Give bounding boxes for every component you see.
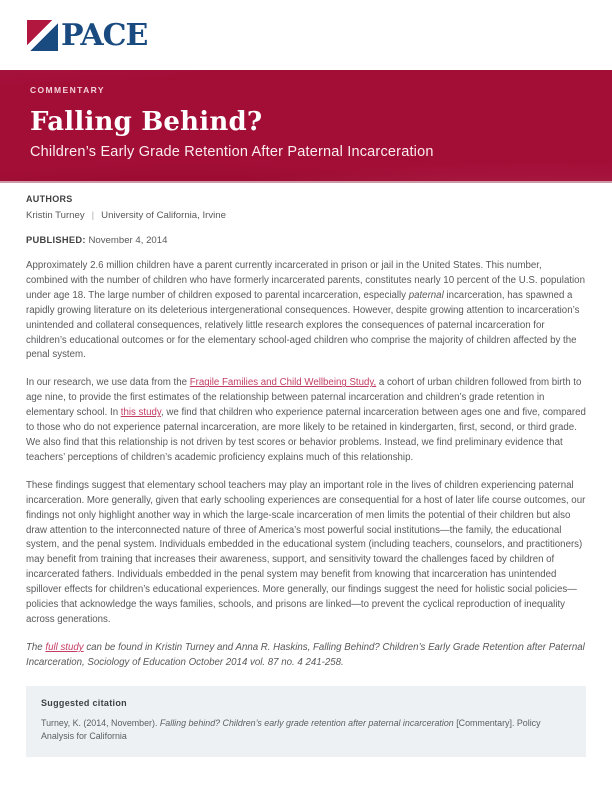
page-header [0,0,612,70]
pace-logo [27,17,148,53]
link-this-study[interactable]: this study [120,407,161,419]
page-title: Falling Behind? [30,107,263,137]
paragraph-1 [26,259,586,363]
authors-label: AUTHORS [26,194,73,204]
paragraph-2 [26,376,586,465]
article-body [0,183,612,757]
link-fragile-families-study[interactable]: Fragile Families and Child Wellbeing Study, [189,377,377,389]
title-banner [0,70,612,183]
text-segment: a cohort of urban children followed from birth to age nine, to provide the first estimates of the relationship between paternal incarceration and children’s grade retention in elementary school. In [26,377,582,419]
document-type-label: COMMENTARY [30,85,105,95]
emphasized-text: Falling behind? Children’s early grade retention after paternal incarceration [159,717,454,728]
suggested-citation-text [41,717,571,743]
author-line [26,210,586,221]
author-affiliation: University of California, Irvine [101,210,226,221]
paragraph-3 [26,479,586,628]
text-segment: The [26,641,46,653]
text-segment: Approximately 2.6 million children have a parent currently incarcerated in prison or jail in the United States. This number, combined with the number of children who have formerly incarcerated parents, constitutes nearly 10 percent of the U.S. population under age 18. The large number of children exposed to parental incarceration, especially [26,260,585,301]
published-date: November 4, 2014 [88,235,168,246]
text-segment: , we find that children who experience paternal incarceration between ages one and five, compared to those who do not experience paternal incarceration, are more likely to be retained in kindergarten, first, second, or third grade. We also find that this relationship is not driven by test scores or behavior problems. Instead, we find preliminary evidence that teachers’ perceptions of children’s academic proficiency explains much of this relationship. [26,407,586,463]
emphasized-text: paternal [408,289,444,301]
text-segment: can be found in Kristin Turney and Anna R. Haskins, Falling Behind? Children’s Early Grade Retention after Paternal Incarceration, Sociology of Education October 2014 vol. 87 no. 4 241-258. [26,641,585,668]
paragraph-study-reference [26,641,586,671]
text-segment: [Commentary]. Policy Analysis for California [41,717,541,741]
text-segment: Turney, K. (2014, November). [41,717,160,728]
author-separator: | [91,210,95,221]
page-subtitle: Children’s Early Grade Retention After Paternal Incarceration [30,144,434,160]
text-segment: incarceration, has spawned a rapidly growing literature on its deleterious intergenerational consequences. However, despite growing attention to incarceration’s unintended and collateral consequences, relatively little research explores the consequences of paternal incarceration for children’s educational outcomes or for the elementary school-aged children who comprise the majority of children affected by the penal system. [26,289,580,361]
published-line [26,235,586,246]
text-segment: In our research, we use data from the [26,377,190,389]
published-label: PUBLISHED: [26,235,86,245]
link-full-study[interactable]: full study [45,641,84,653]
author-name: Kristin Turney [26,210,85,221]
suggested-citation-box [26,686,586,757]
text-segment: These findings suggest that elementary school teachers may play an important role in the lives of children experiencing paternal incarceration. More generally, given that early schooling experiences are consequential for a host of later life course outcomes, our findings not only highlight another way in which the large-scale incarceration of men limits the potential of their children but also draw attention to the interconnected nature of three of America’s most powerful social institutions—the family, the educational system, and the penal system. Individuals embedded in the educational system (including teachers, counselors, and practitioners) may benefit from training that increases their awareness, support, and sensitivity toward the challenges faced by children of incarcerated fathers. Individuals embedded in the penal system may benefit from knowing that incarceration has unintended spillover effects for children’s educational experiences. More generally, our findings suggest the need for holistic social policies—policies that acknowledge the ways families, schools, and prisons are linked—to prevent the cyclical reproduction of inequality across generations. [26,479,586,625]
suggested-citation-label: Suggested citation [41,697,127,708]
pace-wordmark: PACE [61,17,148,53]
pace-flag-icon [27,20,58,51]
